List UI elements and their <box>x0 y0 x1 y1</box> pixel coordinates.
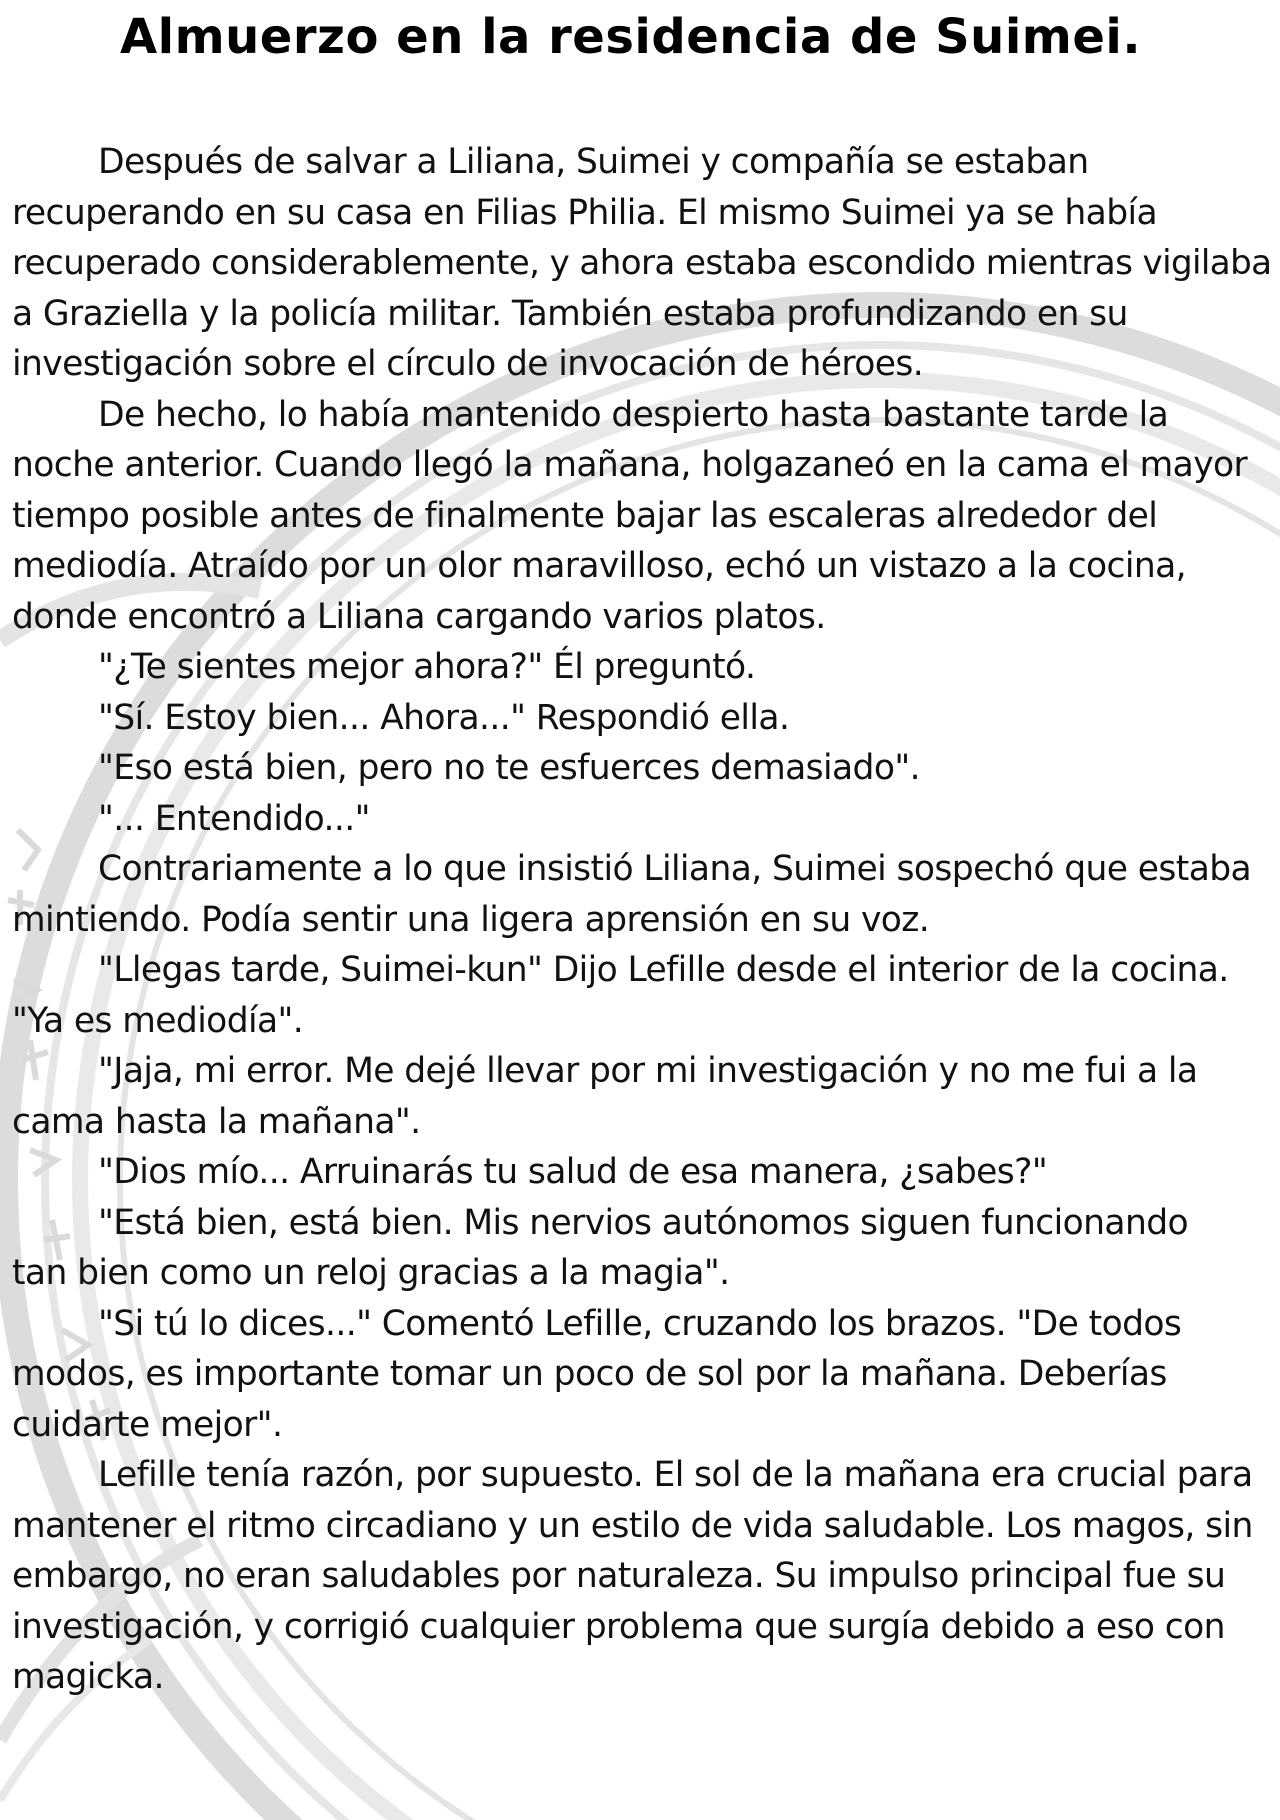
text-line: "Jaja, mi error. Me dejé llevar por mi investigación y no me fui a la <box>98 1051 1198 1091</box>
text-line: investigación, y corrigió cualquier problema que surgía debido a eso con <box>12 1606 1225 1647</box>
text-line: noche anterior. Cuando llegó la mañana, holgazaneó en la cama el mayor <box>12 445 1248 485</box>
text-line: recuperando en su casa en Filias Philia. El mismo Suimei ya se había <box>12 192 1158 233</box>
text-line: "Ya es mediodía". <box>12 1000 304 1041</box>
text-line: recuperado considerablemente, y ahora estaba escondido mientras vigilaba <box>12 243 1272 283</box>
text-line: mintiendo. Podía sentir una ligera aprensión en su voz. <box>12 899 930 940</box>
page-title: Almuerzo en la residencia de Suimei. <box>120 9 1142 65</box>
text-line: De hecho, lo había mantenido despierto hasta bastante tarde la <box>98 394 1169 435</box>
text-line: embargo, no eran saludables por naturaleza. Su impulso principal fue su <box>12 1556 1226 1596</box>
text-line: a Graziella y la policía militar. También estaba profundizando en su <box>12 293 1128 334</box>
text-line: cuidarte mejor". <box>12 1404 283 1445</box>
text-line: "... Entendido..." <box>98 798 370 839</box>
text-line: "¿Te sientes mejor ahora?" Él preguntó. <box>98 647 756 687</box>
body-text <box>12 137 1280 1703</box>
text-line: "Sí. Estoy bien... Ahora..." Respondió ella. <box>98 697 790 738</box>
text-line: mediodía. Atraído por un olor maravilloso, echó un vistazo a la cocina, <box>12 546 1187 586</box>
text-line: "Llegas tarde, Suimei-kun" Dijo Lefille desde el interior de la cocina. <box>98 950 1229 990</box>
text-line: tiempo posible antes de finalmente bajar las escaleras alrededor del <box>12 495 1158 536</box>
text-line: modos, es importante tomar un poco de sol por la mañana. Deberías <box>12 1354 1167 1394</box>
text-line: magicka. <box>12 1657 164 1697</box>
text-line: investigación sobre el círculo de invocación de héroes. <box>12 344 924 384</box>
text-line: tan bien como un reloj gracias a la magia". <box>12 1253 730 1293</box>
text-line: "Está bien, está bien. Mis nervios autónomos siguen funcionando <box>98 1202 1189 1243</box>
text-line: mantener el ritmo circadiano y un estilo de vida saludable. Los magos, sin <box>12 1505 1253 1546</box>
text-line: Lefille tenía razón, por supuesto. El sol de la mañana era crucial para <box>98 1455 1253 1495</box>
text-line: cama hasta la mañana". <box>12 1101 421 1142</box>
text-line: Después de salvar a Liliana, Suimei y compañía se estaban <box>98 142 1089 182</box>
text-line: "Dios mío... Arruinarás tu salud de esa manera, ¿sabes?" <box>98 1152 1048 1192</box>
text-line: "Eso está bien, pero no te esfuerces demasiado". <box>98 748 920 788</box>
text-line: Contrariamente a lo que insistió Liliana, Suimei sospechó que estaba <box>98 849 1252 889</box>
text-line: donde encontró a Liliana cargando varios platos. <box>12 596 826 637</box>
text-line: "Si tú lo dices..." Comentó Lefille, cruzando los brazos. "De todos <box>98 1303 1182 1344</box>
